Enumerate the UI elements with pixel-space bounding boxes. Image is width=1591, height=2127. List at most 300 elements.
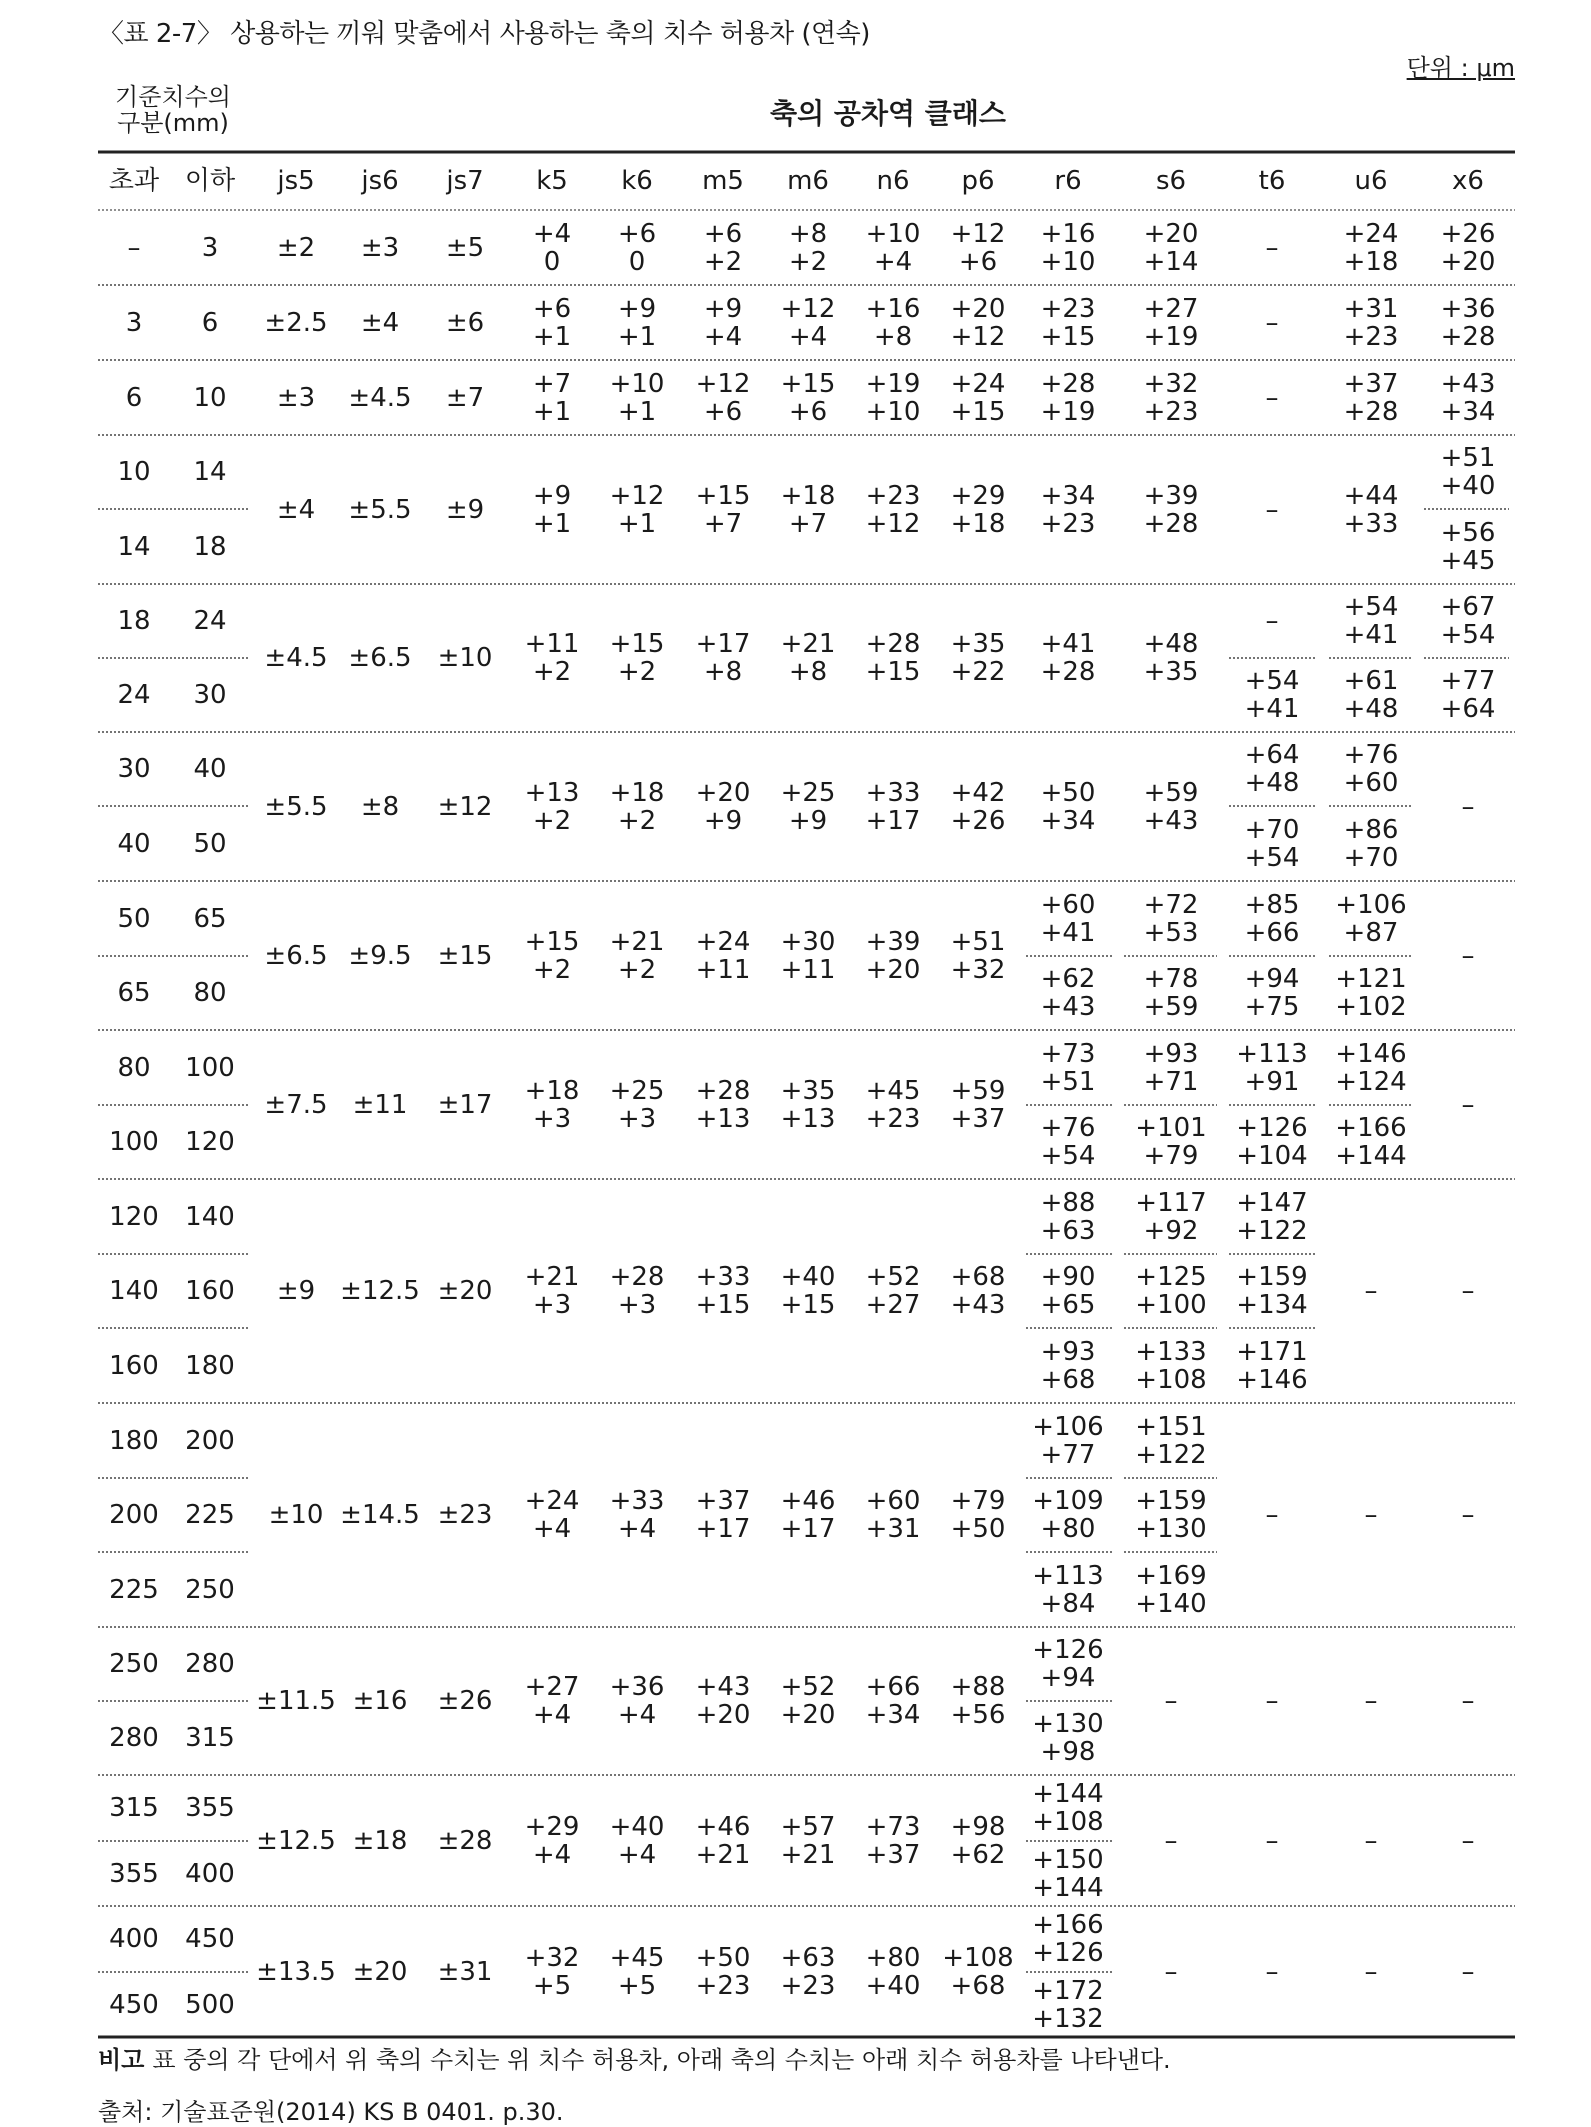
tolerance-cell	[277, 1277, 315, 1305]
tolerance-cell	[1165, 1958, 1178, 1986]
lower-deviation: +11	[695, 954, 751, 985]
lower-deviation: +63	[1040, 1215, 1096, 1246]
upper-deviation: +169	[1135, 1560, 1207, 1591]
upper-deviation: +144	[1032, 1779, 1104, 1809]
upper-deviation: +6	[703, 218, 743, 249]
upper-deviation: –	[1364, 1500, 1378, 1530]
tolerance-cell	[1041, 1263, 1096, 1319]
size-upto	[185, 1128, 235, 1156]
tolerance-cell	[1335, 965, 1406, 1021]
lower-deviation: +10	[1040, 246, 1096, 277]
tolerance-cell	[277, 384, 315, 412]
lower-deviation: +68	[950, 1970, 1006, 2001]
upper-deviation: 24	[117, 680, 151, 710]
lower-deviation: +34	[1440, 396, 1496, 427]
upper-deviation: +159	[1135, 1486, 1207, 1516]
tolerance-cell	[951, 1673, 1006, 1729]
tolerance-cell	[696, 779, 751, 835]
upper-deviation: 80	[193, 978, 227, 1008]
lower-deviation: +17	[865, 805, 921, 836]
upper-deviation: 180	[185, 1350, 235, 1381]
lower-deviation: +108	[1135, 1364, 1207, 1395]
upper-deviation: +20	[950, 293, 1006, 324]
tolerance-cell	[696, 1077, 751, 1133]
upper-deviation: +78	[1143, 964, 1199, 994]
upper-deviation: +39	[1143, 480, 1199, 511]
upper-deviation: +54	[1244, 666, 1300, 696]
upper-deviation: +60	[1040, 889, 1096, 920]
upper-deviation: 140	[185, 1201, 235, 1232]
lower-deviation: +2	[617, 954, 657, 985]
tolerance-cell	[1245, 667, 1300, 723]
tolerance-cell	[1441, 444, 1496, 500]
upper-deviation: –	[1461, 1089, 1475, 1120]
lower-deviation: +37	[865, 1839, 921, 1870]
tolerance-cell	[781, 1077, 836, 1133]
lower-deviation: +13	[780, 1103, 836, 1134]
tolerance-cell	[1135, 1413, 1206, 1469]
upper-deviation: +43	[1440, 368, 1496, 399]
lower-deviation: +45	[1440, 545, 1496, 576]
size-over	[109, 1128, 159, 1156]
tolerance-cell	[696, 1263, 751, 1319]
upper-deviation: 80	[117, 1052, 151, 1083]
tolerance-cell	[1041, 370, 1096, 426]
lower-deviation: +94	[1040, 1663, 1096, 1693]
upper-deviation: +29	[950, 480, 1006, 511]
tolerance-cell	[446, 384, 484, 412]
upper-deviation: 40	[193, 754, 227, 784]
header-class-n6	[876, 167, 909, 195]
upper-deviation: ±10	[268, 1500, 324, 1530]
lower-deviation: +4	[532, 1700, 572, 1730]
upper-deviation: 3	[125, 307, 143, 338]
upper-deviation: 10	[117, 457, 151, 487]
tolerance-cell	[951, 1077, 1006, 1133]
upper-deviation: +113	[1032, 1560, 1104, 1591]
tolerance-cell	[1462, 793, 1475, 821]
size-over	[109, 1352, 159, 1380]
tolerance-cell	[781, 1673, 836, 1729]
tolerance-cell	[610, 1813, 665, 1869]
tolerance-cell	[1462, 1687, 1475, 1715]
class-title: 축의 공차역 클래스	[770, 97, 1006, 130]
lower-deviation: +18	[1343, 246, 1399, 277]
upper-deviation: +29	[524, 1811, 580, 1842]
tolerance-cell	[256, 1827, 336, 1855]
tolerance-cell	[1032, 1487, 1103, 1543]
size-upto	[193, 384, 226, 412]
tolerance-cell	[704, 295, 742, 351]
upper-deviation: +19	[865, 368, 921, 399]
tolerance-cell	[525, 1813, 580, 1869]
header-class-js5	[277, 167, 314, 195]
tolerance-cell	[1135, 1338, 1206, 1394]
upper-deviation: ±8	[360, 791, 400, 822]
upper-deviation: +39	[865, 926, 921, 957]
size-over	[109, 1991, 159, 2019]
tolerance-cell	[951, 482, 1006, 538]
tolerance-cell	[1144, 295, 1199, 351]
upper-deviation: –	[1364, 1956, 1378, 1987]
tolerance-cell	[1144, 779, 1199, 835]
note-text: 표 중의 각 단에서 위 축의 수치는 위 치수 허용차, 아래 축의 수치는 아래 치수 허용차를 나타낸다.	[152, 2046, 1171, 2074]
tolerance-cell	[1144, 965, 1199, 1021]
lower-deviation: +8	[703, 657, 743, 687]
tolerance-cell	[361, 793, 399, 821]
size-upto	[185, 1991, 235, 2019]
upper-deviation: ±20	[352, 1956, 408, 1987]
tolerance-cell	[1041, 295, 1096, 351]
lower-deviation: +4	[617, 1839, 657, 1870]
lower-deviation: +18	[950, 508, 1006, 539]
unit-label: 단위 : μm	[1406, 54, 1515, 82]
lower-deviation: +12	[950, 321, 1006, 352]
upper-deviation: 315	[109, 1793, 159, 1823]
size-over	[126, 384, 143, 412]
upper-deviation: +106	[1335, 889, 1407, 920]
lower-deviation: +54	[1244, 842, 1300, 873]
upper-deviation: +52	[780, 1672, 836, 1702]
tolerance-cell	[781, 779, 836, 835]
tolerance-cell	[438, 942, 493, 970]
upper-deviation: +12	[695, 368, 751, 399]
upper-deviation: ±4	[276, 494, 316, 525]
upper-deviation: +45	[865, 1075, 921, 1106]
tolerance-cell	[1344, 370, 1399, 426]
tolerance-cell	[525, 630, 580, 686]
note-label: 비고	[98, 2046, 145, 2074]
lower-deviation: +77	[1040, 1439, 1096, 1470]
tolerance-cell	[1041, 891, 1096, 947]
tolerance-cell	[1144, 1040, 1199, 1096]
tolerance-cell	[866, 370, 921, 426]
lower-deviation: +84	[1040, 1588, 1096, 1619]
size-upto	[185, 1794, 235, 1822]
upper-deviation: +35	[950, 629, 1006, 659]
tolerance-cell	[1135, 1189, 1206, 1245]
upper-deviation: +79	[950, 1486, 1006, 1516]
upper-deviation: +11	[524, 629, 580, 659]
lower-deviation: +5	[617, 1970, 657, 2001]
size-upto	[185, 1352, 235, 1380]
header-class-k5	[536, 167, 568, 195]
lower-deviation: +23	[1343, 321, 1399, 352]
size-over	[109, 1925, 159, 1953]
upper-deviation: ±26	[437, 1686, 493, 1716]
tolerance-cell	[525, 928, 580, 984]
tolerance-cell	[533, 370, 571, 426]
upper-deviation: +66	[865, 1672, 921, 1702]
lower-deviation: +23	[1143, 396, 1199, 427]
size-upto	[185, 1860, 235, 1888]
tolerance-cell	[264, 309, 327, 337]
upper-deviation: ±2	[276, 232, 316, 263]
base-size-header	[98, 84, 248, 136]
lower-deviation: +41	[1040, 917, 1096, 948]
upper-deviation: +73	[865, 1811, 921, 1842]
upper-deviation: +40	[609, 1811, 665, 1842]
lower-deviation: +87	[1343, 917, 1399, 948]
tolerance-cell	[533, 482, 571, 538]
tolerance-cell	[1144, 482, 1199, 538]
tolerance-cell	[446, 234, 484, 262]
upper-deviation: x6	[1452, 166, 1484, 196]
upper-deviation: ±3	[276, 382, 316, 413]
upper-deviation: –	[1265, 1500, 1279, 1530]
upper-deviation: +30	[780, 926, 836, 957]
upper-deviation: –	[1461, 1686, 1475, 1716]
upper-deviation: 18	[193, 531, 227, 562]
upper-deviation: ±10	[437, 643, 493, 673]
upper-deviation: +20	[695, 777, 751, 808]
upper-deviation: r6	[1054, 166, 1082, 196]
upper-deviation: +7	[532, 368, 572, 399]
lower-deviation: +92	[1143, 1215, 1199, 1246]
upper-deviation: +42	[950, 777, 1006, 808]
lower-deviation: +11	[780, 954, 836, 985]
upper-deviation: +41	[1040, 629, 1096, 659]
upper-deviation: ±14.5	[340, 1500, 420, 1530]
lower-deviation: +23	[780, 1970, 836, 2001]
tolerance-cell	[348, 644, 411, 672]
upper-deviation: +16	[1040, 218, 1096, 249]
upper-deviation: –	[1164, 1825, 1178, 1856]
tolerance-cell	[446, 496, 484, 524]
lower-deviation: +3	[532, 1290, 572, 1320]
upper-deviation: 160	[109, 1350, 159, 1381]
lower-deviation: +68	[1040, 1364, 1096, 1395]
tolerance-cell	[1365, 1277, 1378, 1305]
lower-deviation: +12	[865, 508, 921, 539]
tolerance-cell	[610, 1077, 665, 1133]
lower-deviation: +37	[950, 1103, 1006, 1134]
upper-deviation: 315	[185, 1723, 235, 1753]
tolerance-cell	[264, 793, 327, 821]
size-over	[109, 1576, 159, 1604]
tolerance-cell	[1245, 965, 1300, 1021]
size-over	[109, 1794, 159, 1822]
tolerance-cell	[1135, 1487, 1206, 1543]
tolerance-cell	[438, 1827, 493, 1855]
upper-deviation: +46	[695, 1811, 751, 1842]
upper-deviation: 500	[185, 1989, 235, 2020]
tolerance-cell	[866, 482, 921, 538]
note	[98, 2040, 1171, 2075]
tolerance-cell	[1462, 1277, 1475, 1305]
tolerance-cell	[525, 1673, 580, 1729]
header-class-r6	[1054, 167, 1081, 195]
tolerance-cell	[1462, 942, 1475, 970]
tolerance-cell	[951, 220, 1006, 276]
tolerance-cell	[256, 1958, 336, 1986]
tolerance-cell	[1236, 1263, 1307, 1319]
upper-deviation: u6	[1354, 166, 1388, 196]
lower-deviation: +15	[865, 657, 921, 687]
lower-deviation: +2	[788, 246, 828, 277]
lower-deviation: +104	[1236, 1141, 1308, 1171]
upper-deviation: +72	[1143, 889, 1199, 920]
upper-deviation: ±11	[352, 1089, 408, 1120]
tolerance-cell	[1344, 816, 1399, 872]
upper-deviation: 18	[117, 606, 151, 636]
source-citation: 출처: 기술표준원(2014) KS B 0401. p.30.	[98, 2098, 564, 2126]
upper-deviation: 100	[185, 1052, 235, 1083]
tolerance-cell	[1032, 1413, 1103, 1469]
tolerance-cell	[353, 1827, 408, 1855]
tolerance-cell	[1032, 1911, 1103, 1967]
size-over	[117, 533, 150, 561]
tolerance-cell	[1041, 1189, 1096, 1245]
size-upto	[202, 234, 219, 262]
tolerance-cell	[696, 630, 751, 686]
size-over	[117, 830, 150, 858]
tolerance-cell	[1266, 1958, 1279, 1986]
upper-deviation: +166	[1032, 1910, 1104, 1940]
header-class-t6	[1259, 167, 1286, 195]
tolerance-cell	[1266, 607, 1279, 635]
upper-deviation: +40	[780, 1262, 836, 1292]
lower-deviation: +80	[1040, 1514, 1096, 1544]
tolerance-cell	[1041, 965, 1096, 1021]
header-class-u6	[1354, 167, 1387, 195]
upper-deviation: 50	[193, 828, 227, 859]
upper-deviation: +27	[524, 1672, 580, 1702]
upper-deviation: +62	[1040, 964, 1096, 994]
upper-deviation: +18	[524, 1075, 580, 1106]
upper-deviation: 450	[185, 1924, 235, 1954]
upper-deviation: +113	[1236, 1038, 1308, 1069]
upper-deviation: ±12.5	[256, 1825, 336, 1856]
upper-deviation: +59	[1143, 777, 1199, 808]
lower-deviation: +14	[1143, 246, 1199, 277]
upper-deviation: +24	[1343, 218, 1399, 249]
lower-deviation: +21	[780, 1839, 836, 1870]
tolerance-table	[98, 76, 1515, 2034]
lower-deviation: +132	[1032, 2003, 1104, 2034]
upper-deviation: ±5.5	[348, 494, 412, 525]
tolerance-cell	[696, 1487, 751, 1543]
tolerance-cell	[610, 1944, 665, 2000]
upper-deviation: +36	[1440, 293, 1496, 324]
upper-deviation: 30	[193, 680, 227, 710]
size-upto	[185, 1576, 235, 1604]
tolerance-cell	[1365, 1687, 1378, 1715]
upper-deviation: ±4.5	[348, 382, 412, 413]
upper-deviation: +21	[524, 1262, 580, 1292]
upper-deviation: +33	[609, 1486, 665, 1516]
upper-deviation: +12	[609, 480, 665, 511]
upper-deviation: 100	[109, 1127, 159, 1157]
tolerance-cell	[1032, 1977, 1103, 2033]
tolerance-cell	[1365, 1501, 1378, 1529]
tolerance-cell	[1441, 295, 1496, 351]
upper-deviation: ±17	[437, 1089, 493, 1120]
size-upto	[185, 1501, 235, 1529]
upper-deviation: +151	[1135, 1411, 1207, 1442]
upper-deviation: +61	[1343, 666, 1399, 696]
tolerance-cell	[525, 779, 580, 835]
tolerance-cell	[525, 1263, 580, 1319]
lower-deviation: +98	[1040, 1737, 1096, 1767]
upper-deviation: –	[127, 232, 141, 263]
upper-deviation: +109	[1032, 1486, 1104, 1516]
tolerance-cell	[951, 1263, 1006, 1319]
upper-deviation: +59	[950, 1075, 1006, 1106]
size-upto	[193, 755, 226, 783]
lower-deviation: +22	[950, 657, 1006, 687]
lower-deviation: +10	[865, 396, 921, 427]
lower-deviation: +17	[695, 1514, 751, 1544]
upper-deviation: +9	[532, 480, 572, 511]
upper-deviation: ±20	[437, 1276, 493, 1306]
lower-deviation: +2	[532, 954, 572, 985]
size-over	[117, 905, 150, 933]
upper-deviation: –	[1265, 1825, 1279, 1856]
header-class-p6	[961, 167, 994, 195]
upper-deviation: +37	[1343, 368, 1399, 399]
lower-deviation: +7	[703, 508, 743, 539]
lower-deviation: +3	[532, 1103, 572, 1134]
tolerance-cell	[866, 630, 921, 686]
upper-deviation: p6	[961, 166, 995, 196]
upper-deviation: +106	[1032, 1411, 1104, 1442]
upper-deviation: +108	[942, 1942, 1014, 1973]
lower-deviation: +64	[1440, 694, 1496, 724]
lower-deviation: +4	[532, 1839, 572, 1870]
upper-deviation: ±2.5	[264, 307, 328, 338]
upper-deviation: ±18	[352, 1825, 408, 1856]
tolerance-cell	[1335, 1114, 1406, 1170]
lower-deviation: +40	[1440, 471, 1496, 501]
lower-deviation: +51	[1040, 1066, 1096, 1097]
tolerance-cell	[1041, 779, 1096, 835]
lower-deviation: +122	[1135, 1439, 1207, 1470]
lower-deviation: +43	[1040, 992, 1096, 1022]
upper-deviation: +12	[950, 218, 1006, 249]
tolerance-cell	[348, 384, 411, 412]
upper-deviation: +23	[865, 480, 921, 511]
lower-deviation: +23	[1040, 508, 1096, 539]
tolerance-cell	[1032, 1780, 1103, 1836]
lower-deviation: +50	[950, 1514, 1006, 1544]
tolerance-cell	[1462, 1958, 1475, 1986]
upper-deviation: 120	[185, 1127, 235, 1157]
upper-deviation: –	[1164, 1956, 1178, 1987]
upper-deviation: +67	[1440, 592, 1496, 622]
size-over	[117, 607, 150, 635]
upper-deviation: ±15	[437, 940, 493, 971]
upper-deviation: +50	[695, 1942, 751, 1973]
lower-deviation: +102	[1335, 992, 1407, 1022]
lower-deviation: +43	[950, 1290, 1006, 1320]
tolerance-cell	[704, 220, 742, 276]
upper-deviation: –	[1265, 1956, 1279, 1987]
upper-deviation: +85	[1244, 889, 1300, 920]
upper-deviation: 400	[109, 1924, 159, 1954]
lower-deviation: +2	[617, 805, 657, 836]
upper-deviation: +98	[950, 1811, 1006, 1842]
lower-deviation: +1	[617, 508, 657, 539]
header-class-k6	[621, 167, 653, 195]
lower-deviation: +28	[1143, 508, 1199, 539]
upper-deviation: 200	[109, 1500, 159, 1530]
upper-deviation: 3	[201, 232, 219, 263]
tolerance-cell	[438, 1091, 493, 1119]
upper-deviation: +63	[780, 1942, 836, 1973]
upper-deviation: +171	[1236, 1336, 1308, 1367]
tolerance-cell	[1266, 1687, 1279, 1715]
